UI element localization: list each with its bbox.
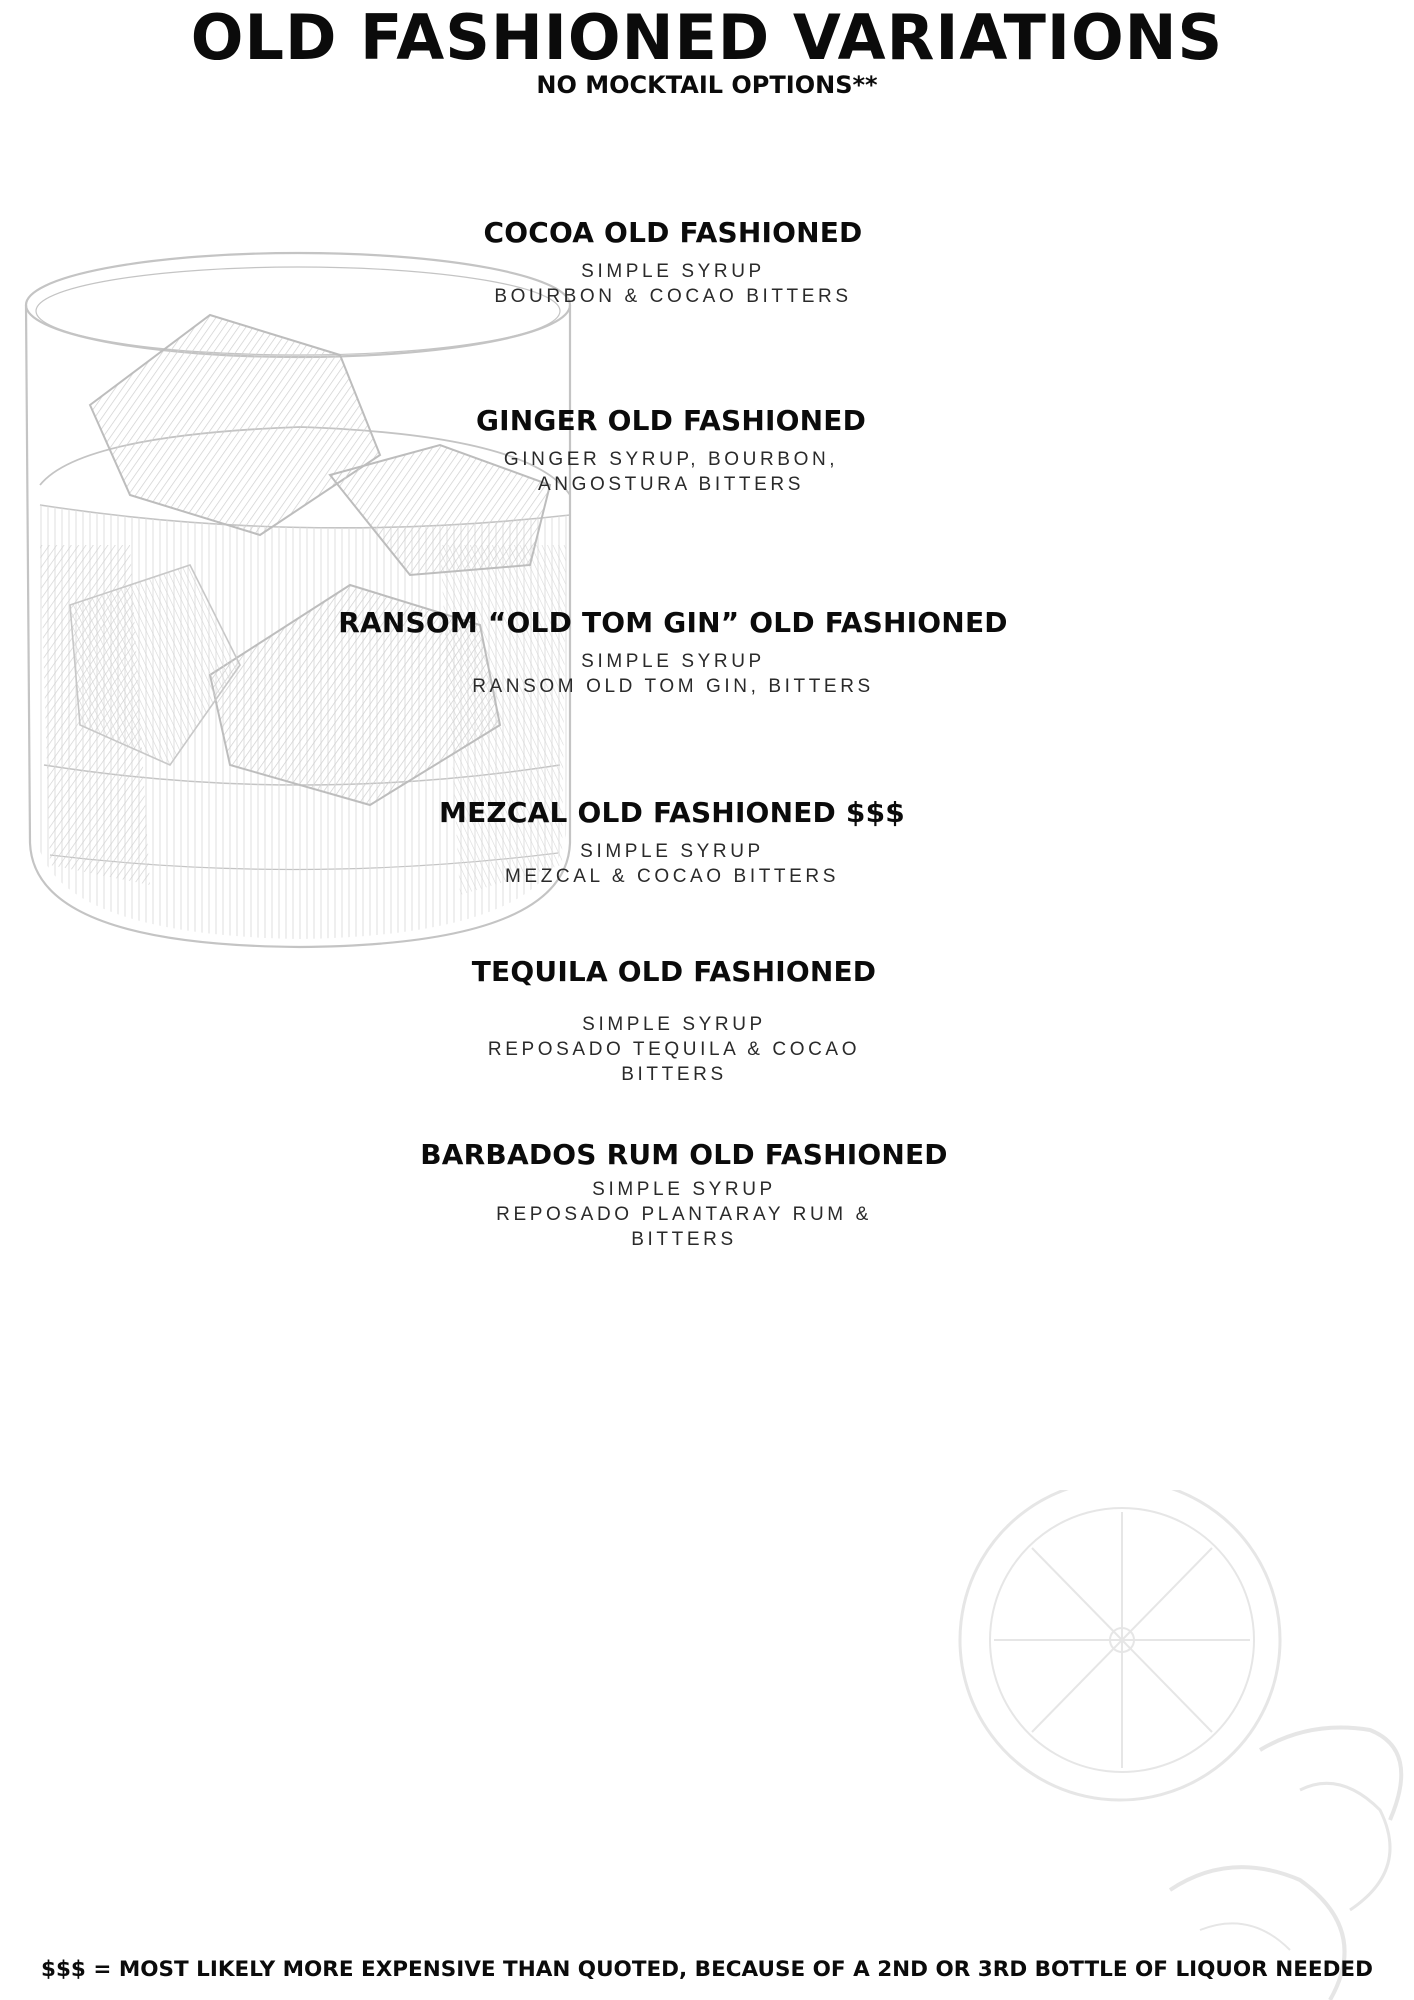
item-name: BARBADOS RUM OLD FASHIONED <box>420 1138 948 1171</box>
item-desc-line: SIMPLE SYRUP <box>581 261 765 282</box>
menu-item-mezcal <box>439 795 905 889</box>
item-desc-line: BITTERS <box>631 1229 737 1250</box>
page-title: OLD FASHIONED VARIATIONS <box>190 1 1224 74</box>
menu-item-ransom <box>338 605 1007 699</box>
item-desc-line: REPOSADO PLANTARAY RUM & <box>496 1204 872 1225</box>
lemon-slice-icon <box>950 1490 1414 2000</box>
item-desc-line: SIMPLE SYRUP <box>580 841 764 862</box>
item-desc-line: ANGOSTURA BITTERS <box>537 474 804 495</box>
item-name: RANSOM “OLD TOM GIN” OLD FASHIONED <box>338 606 1008 639</box>
item-description <box>439 839 905 889</box>
menu-item-tequila <box>472 954 877 1087</box>
item-description <box>476 447 866 497</box>
item-desc-line: GINGER SYRUP, BOURBON, <box>503 449 839 470</box>
item-name: TEQUILA OLD FASHIONED <box>471 955 877 988</box>
item-description <box>472 1012 877 1087</box>
item-name: GINGER OLD FASHIONED <box>475 404 867 437</box>
item-desc-line: MEZCAL & COCAO BITTERS <box>505 866 839 887</box>
item-desc-line: BITTERS <box>621 1064 727 1085</box>
menu-item-cocoa <box>483 215 862 309</box>
menu-item-barbados <box>420 1137 948 1252</box>
item-name: MEZCAL OLD FASHIONED $$$ <box>439 796 905 829</box>
item-desc-line: SIMPLE SYRUP <box>581 651 765 672</box>
item-desc-line: SIMPLE SYRUP <box>582 1014 766 1035</box>
item-description <box>420 1177 948 1252</box>
price-footnote: $$$ = MOST LIKELY MORE EXPENSIVE THAN QUOTED, BECAUSE OF A 2ND OR 3RD BOTTLE OF LIQUOR NEEDED <box>41 1957 1373 1982</box>
item-name: COCOA OLD FASHIONED <box>483 216 863 249</box>
item-desc-line: SIMPLE SYRUP <box>592 1179 776 1200</box>
item-desc-line: REPOSADO TEQUILA & COCAO <box>487 1039 861 1060</box>
item-desc-line: BOURBON & COCAO BITTERS <box>494 286 852 307</box>
item-description <box>483 259 862 309</box>
item-description <box>338 649 1007 699</box>
page-subtitle: NO MOCKTAIL OPTIONS** <box>536 71 878 99</box>
menu-item-ginger <box>476 403 866 497</box>
item-desc-line: RANSOM OLD TOM GIN, BITTERS <box>472 676 874 697</box>
